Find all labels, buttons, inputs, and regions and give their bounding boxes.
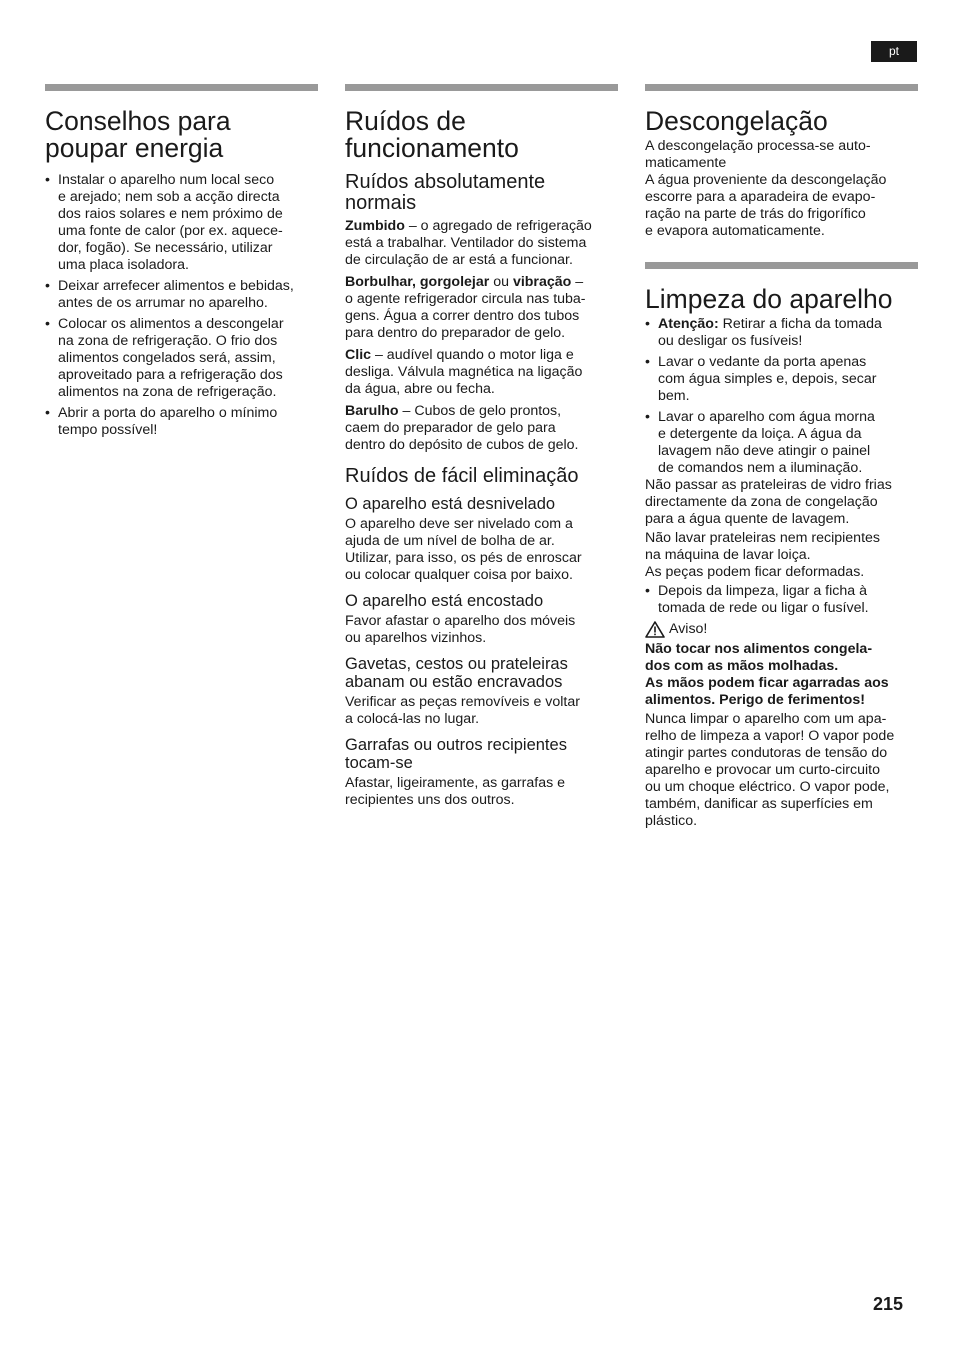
- list-item: • Depois da limpeza, ligar a ficha à tomada de rede ou ligar o fusível.: [645, 583, 918, 617]
- normal-noises-heading: Ruídos absolutamente normais: [345, 171, 546, 214]
- noise-issue-heading: O aparelho está encostado: [345, 592, 544, 610]
- energy-saving-title: Conselhos para poupar energia: [45, 106, 231, 163]
- easy-noises-heading: Ruídos de fácil eliminação: [345, 465, 579, 487]
- cleaning-title: Limpeza do aparelho: [645, 284, 893, 314]
- page-number: 215: [873, 1294, 904, 1314]
- list-item: • Lavar o aparelho com água morna e detergente da loiça. A água da lavagem não deve atingir o painel de comandos nem a iluminação.: [645, 409, 918, 477]
- defrost-text: A descongelação processa-se auto- maticamente A água proveniente da descongelação escorre para a aparadeira de evapo- ração na parte de trás do frigorífico e evapora automaticamente.: [645, 138, 887, 239]
- section-rule: [645, 84, 918, 91]
- noise-issue-heading: Garrafas ou outros recipientes tocam-se: [345, 736, 567, 772]
- energy-tips-list: [45, 172, 318, 439]
- noise-issue-heading: Gavetas, cestos ou prateleiras abanam ou estão encravados: [345, 655, 568, 691]
- list-item: • Instalar o aparelho num local seco e arejado; nem sob a acção directa dos raios solares e nem próximo de uma fonte de calor (por ex. aquece- dor, fogão). Se necessário, utilizar uma placa isoladora.: [45, 172, 318, 274]
- easy-noises-list: [345, 495, 618, 809]
- cleaning-list: [645, 316, 918, 477]
- list-item: • Abrir a porta do aparelho o mínimo tempo possível!: [45, 405, 318, 439]
- defrost-title: Descongelação: [645, 106, 828, 136]
- cleaning-para-dishwasher: Não lavar prateleiras nem recipientes na máquina de lavar loiça. As peças podem ficar deformadas.: [645, 530, 880, 580]
- noise-issue-heading: O aparelho está desnivelado: [345, 495, 556, 513]
- warning-triangle-icon: [645, 621, 665, 638]
- noise-clic: Clic – audível quando o motor liga e desliga. Válvula magnética na ligação da água, abre ou fecha.: [345, 347, 583, 397]
- column-energy-saving: [45, 84, 318, 443]
- noise-issue-text: Favor afastar o aparelho dos móveis ou aparelhos vizinhos.: [345, 613, 576, 646]
- noise-barulho: Barulho – Cubos de gelo prontos, caem do preparador de gelo para dentro do depósito de cubos de gelo.: [345, 403, 579, 453]
- cleaning-para-glass: Não passar as prateleiras de vidro frias directamente da zona de congelação para a água quente de lavagem.: [645, 477, 892, 527]
- section-rule: [645, 262, 918, 269]
- steam-cleaner-para: Nunca limpar o aparelho com um apa- relho de limpeza a vapor! O vapor pode atingir partes condutoras de tensão do aparelho e provocar um curto-circuito ou um choque eléctrico. O vapor pode, também, danificar as superfícies em plástico.: [645, 711, 895, 829]
- column-operating-noises: [345, 84, 618, 809]
- list-item: • Atenção: Retirar a ficha da tomada ou desligar os fusíveis!: [645, 316, 918, 350]
- list-item: • Lavar o vedante da porta apenas com água simples e, depois, secar bem.: [645, 354, 918, 405]
- warning-text: Não tocar nos alimentos congela- dos com as mãos molhadas. As mãos podem ficar agarradas aos alimentos. Perigo de ferimentos!: [645, 641, 889, 708]
- list-item: • Colocar os alimentos a descongelar na zona de refrigeração. O frio dos alimentos congelados será, assim, aproveitado para a refrigeração dos alimentos na zona de refrigeração.: [45, 316, 318, 401]
- warning-row: [645, 621, 918, 638]
- warning-label: Aviso!: [669, 621, 708, 637]
- noise-borbulhar: Borbulhar, gorgolejar ou vibração – o agente refrigerador circula nas tuba- gens. Água a correr dentro dos tubos para dentro do preparador de gelo.: [345, 274, 586, 341]
- section-rule: [345, 84, 618, 91]
- section-rule: [45, 84, 318, 91]
- list-item: • Deixar arrefecer alimentos e bebidas, antes de os arrumar no aparelho.: [45, 278, 318, 312]
- noise-zumbido: Zumbido – o agregado de refrigeração está a trabalhar. Ventilador do sistema de circulação de ar está a funcionar.: [345, 218, 592, 268]
- column-defrost-cleaning: [645, 84, 918, 830]
- noise-issue-text: Verificar as peças removíveis e voltar a colocá-las no lugar.: [345, 694, 580, 727]
- operating-noises-title: Ruídos de funcionamento: [345, 106, 519, 163]
- noise-issue-text: Afastar, ligeiramente, as garrafas e recipientes uns dos outros.: [345, 775, 566, 808]
- after-cleaning-list: [645, 583, 918, 617]
- language-tag: pt: [871, 41, 917, 62]
- noise-issue-text: O aparelho deve ser nivelado com a ajuda de um nível de bolha de ar. Utilizar, para isso, os pés de enroscar ou colocar qualquer coisa por baixo.: [345, 516, 582, 583]
